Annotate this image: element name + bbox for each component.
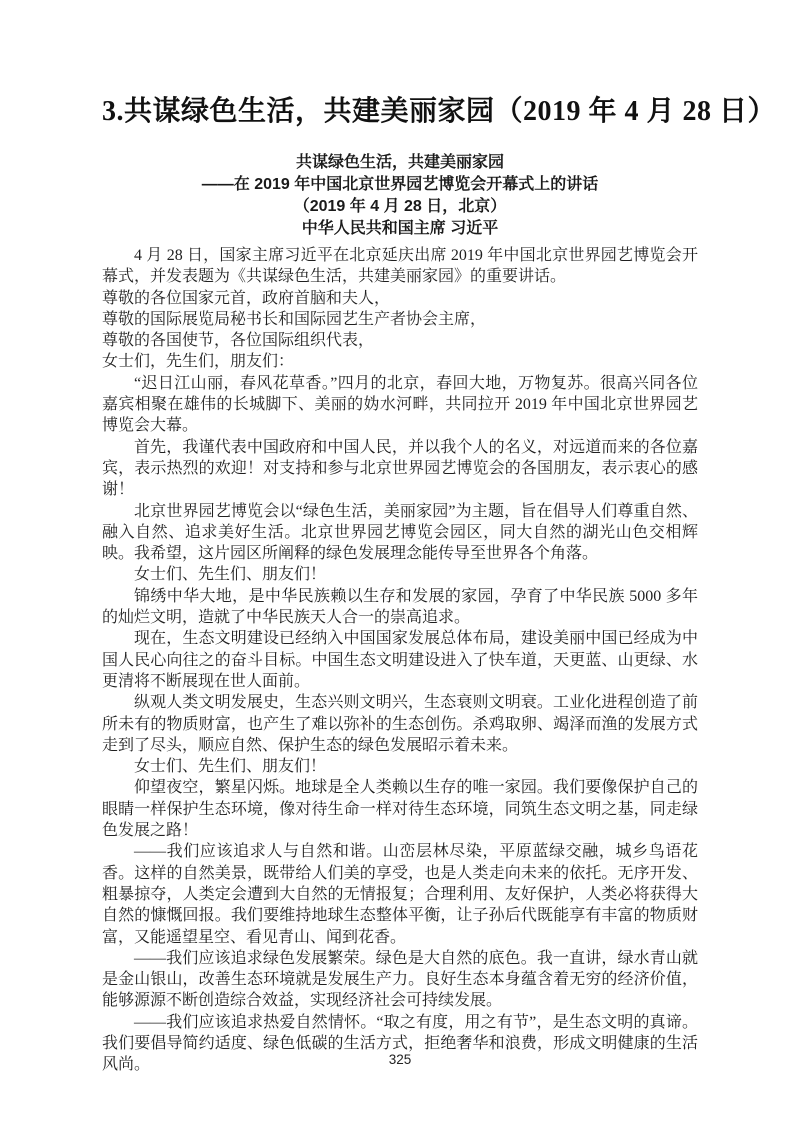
paragraph: 现在，生态文明建设已经纳入中国国家发展总体布局，建设美丽中国已经成为中国人民心向往之的奋斗目标。中国生态文明建设进入了快车道，天更蓝、山更绿、水更清将不断展现在世人面前。 xyxy=(102,630,698,690)
paragraph: 首先，我谨代表中国政府和中国人民，并以我个人的名义，对远道而来的各位嘉宾，表示热烈的欢迎！对支持和参与北京世界园艺博览会的各国朋友，表示衷心的感谢！ xyxy=(102,438,698,499)
paragraph: 4 月 28 日，国家主席习近平在北京延庆出席 2019 年中国北京世界园艺博览会开幕式，并发表题为《共谋绿色生活，共建美丽家园》的重要讲话。 xyxy=(102,247,698,286)
paragraph: 纵观人类文明发展史，生态兴则文明兴，生态衰则文明衰。工业化进程创造了前所未有的物质财富，也产生了难以弥补的生态创伤。杀鸡取卵、竭泽而渔的发展方式走到了尽头，顺应自然、保护生态的绿色发展昭示着未来。 xyxy=(102,694,698,754)
speech-date-location: （2019 年 4 月 28 日，北京） xyxy=(293,198,507,215)
speech-author: 中华人民共和国主席 习近平 xyxy=(301,220,499,237)
paragraph: ——我们应该追求热爱自然情怀。“取之有度，用之有节”，是生态文明的真谛。我们要倡导简约适度、绿色低碳的生活方式，拒绝奢华和浪费，形成文明健康的生活风尚。 xyxy=(102,1013,698,1074)
speech-title: 共谋绿色生活，共建美丽家园 xyxy=(295,154,504,171)
paragraph: 北京世界园艺博览会以“绿色生活，美丽家园”为主题，旨在倡导人们尊重自然、融入自然、追求美好生活。北京世界园艺博览会园区，同大自然的湖光山色交相辉映。我希望，这片园区所阐释的绿色发展理念能传导至世界各个角落。 xyxy=(102,502,698,563)
paragraph: 女士们，先生们，朋友们： xyxy=(102,353,295,371)
page-title: 3.共谋绿色生活，共建美丽家园（2019 年 4 月 28 日） xyxy=(102,96,777,127)
paragraph: 尊敬的各位国家元首，政府首脑和夫人， xyxy=(102,289,391,307)
speech-occasion: ——在 2019 年中国北京世界园艺博览会开幕式上的讲话 xyxy=(201,176,599,193)
paragraph: 尊敬的各国使节，各位国际组织代表， xyxy=(102,332,375,350)
paragraph: 女士们、先生们、朋友们！ xyxy=(134,566,327,584)
paragraph: 女士们、先生们、朋友们！ xyxy=(134,758,327,776)
paragraph: “迟日江山丽，春风花草香。”四月的北京，春回大地，万物复苏。很高兴同各位嘉宾相聚在雄伟的长城脚下、美丽的妫水河畔，共同拉开 2019 年中国北京世界园艺博览会大幕。 xyxy=(102,374,698,435)
speech-heading xyxy=(102,152,698,240)
paragraph: ——我们应该追求人与自然和谐。山峦层林尽染，平原蓝绿交融，城乡鸟语花香。这样的自然美景，既带给人们美的享受，也是人类走向未来的依托。无序开发、粗暴掠夺，人类定会遭到大自然的无情报复；合理利用、友好保护，人类必将获得大自然的慷慨回报。我们要维持地球生态整体平衡，让子孙后代既能享有丰富的物质财富，又能遥望星空、看见青山、闻到花香。 xyxy=(102,843,698,946)
page-number: 325 xyxy=(388,1052,412,1067)
paragraph: 锦绣中华大地，是中华民族赖以生存和发展的家园，孕育了中华民族 5000 多年的灿烂文明，造就了中华民族天人合一的崇高追求。 xyxy=(102,587,698,627)
paragraph: 尊敬的国际展览局秘书长和国际园艺生产者协会主席， xyxy=(102,310,487,328)
paragraph: ——我们应该追求绿色发展繁荣。绿色是大自然的底色。我一直讲，绿水青山就是金山银山，改善生态环境就是发展生产力。良好生态本身蕴含着无穷的经济价值，能够源源不断创造综合效益，实现经济社会可持续发展。 xyxy=(102,949,698,1010)
body-paragraphs xyxy=(102,245,698,1076)
paragraph: 仰望夜空，繁星闪烁。地球是全人类赖以生存的唯一家园。我们要像保护自己的眼睛一样保护生态环境，像对待生命一样对待生态环境，同筑生态文明之基，同走绿色发展之路！ xyxy=(102,779,698,840)
